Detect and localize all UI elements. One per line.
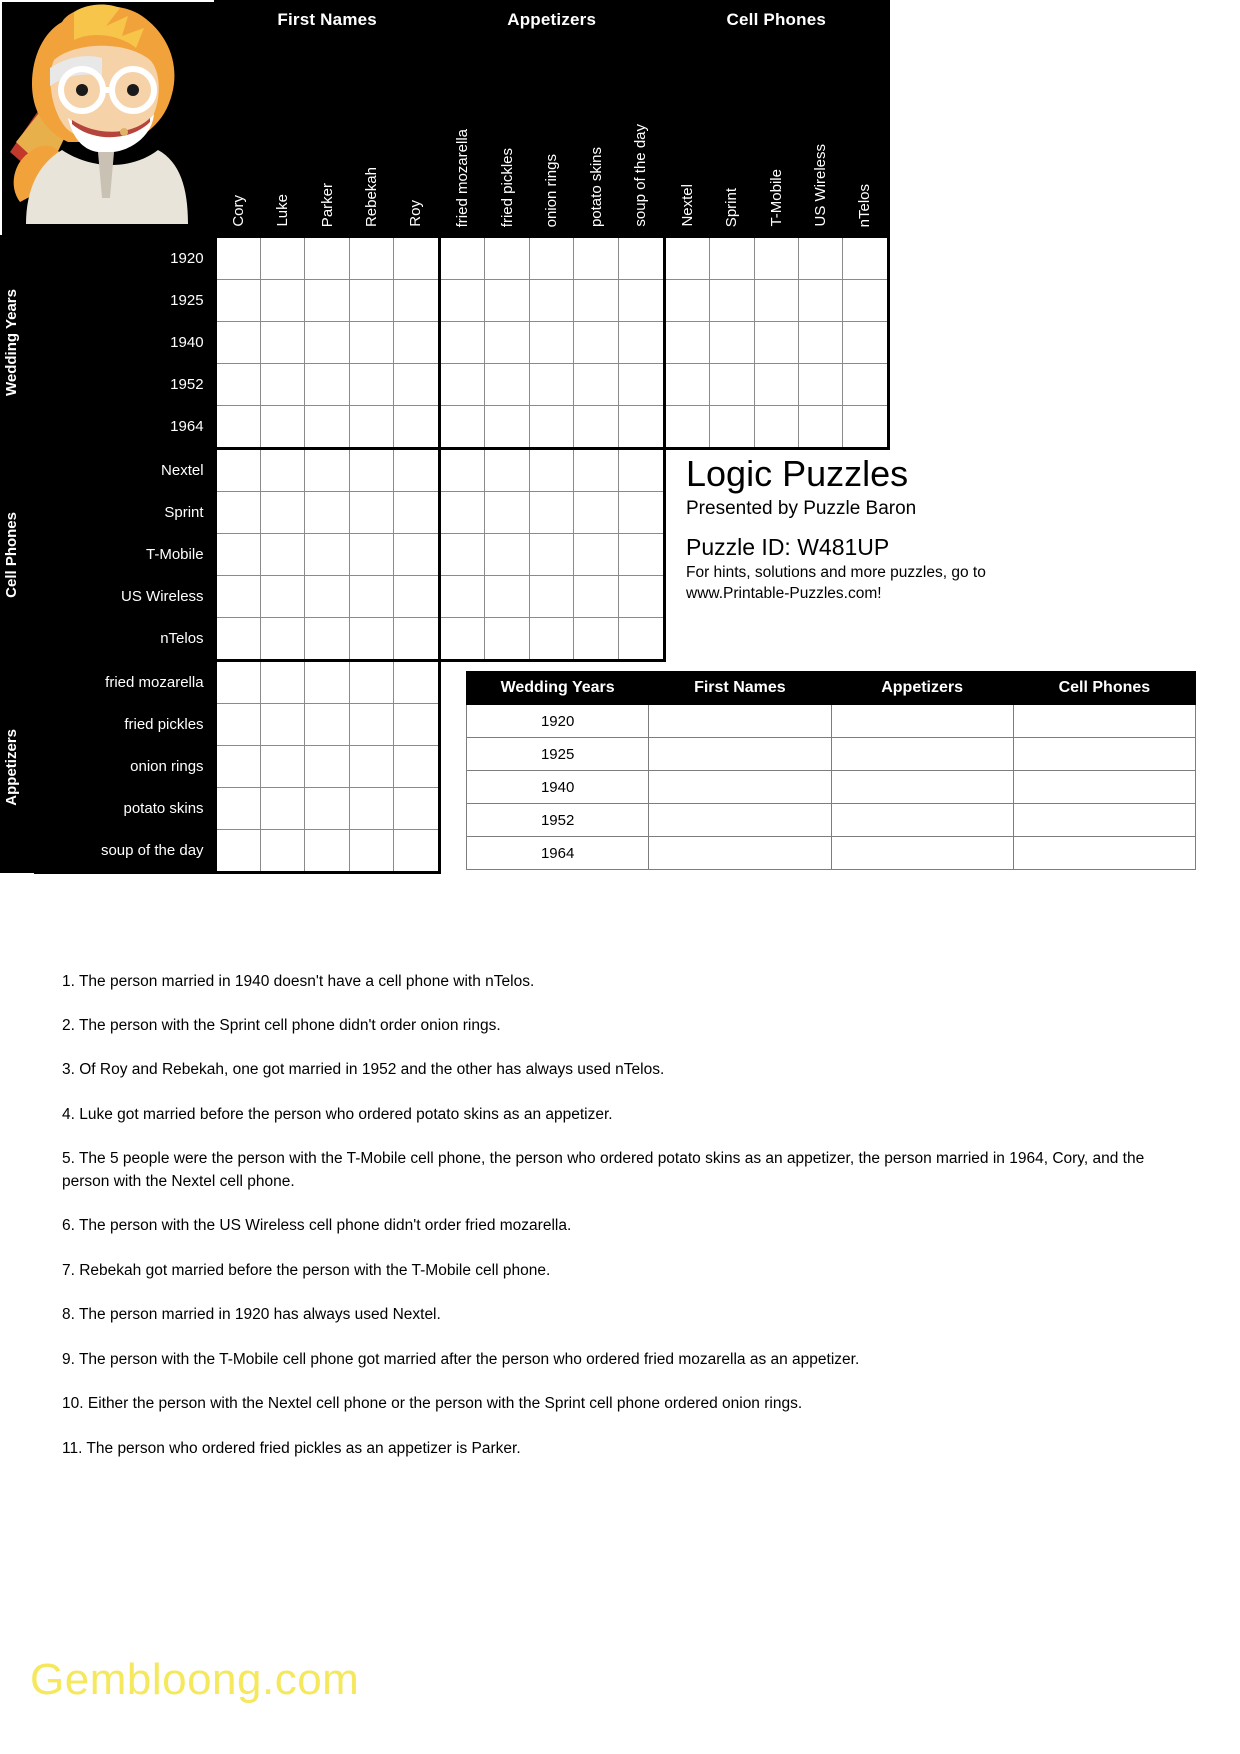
top-label-text: soup of the day xyxy=(632,124,650,227)
grid-cell[interactable] xyxy=(619,576,665,618)
grid-cell[interactable] xyxy=(349,449,393,492)
grid-cell[interactable] xyxy=(439,406,485,449)
grid-cell[interactable] xyxy=(664,237,709,280)
row-label-1920: 1920 xyxy=(34,237,215,280)
grid-cell[interactable] xyxy=(574,406,619,449)
row-label-soup-of-the-day: soup of the day xyxy=(34,830,215,873)
grid-cell[interactable] xyxy=(305,704,349,746)
top-label-text: potato skins xyxy=(587,146,605,227)
grid-cell[interactable] xyxy=(439,449,485,492)
grid-cell[interactable] xyxy=(305,618,349,661)
grid-cell[interactable] xyxy=(215,661,260,704)
answer-name-input[interactable] xyxy=(649,804,831,837)
grid-cell[interactable] xyxy=(619,322,665,364)
grid-cell[interactable] xyxy=(394,449,439,492)
grid-cell[interactable] xyxy=(574,237,619,280)
top-label-text: Cory xyxy=(230,195,248,227)
table-row xyxy=(467,705,1196,738)
grid-cell[interactable] xyxy=(349,534,393,576)
clue-item: 7. Rebekah got married before the person with the T-Mobile cell phone. xyxy=(62,1261,551,1279)
answer-appetizer-input[interactable] xyxy=(831,804,1013,837)
grid-cell[interactable] xyxy=(394,534,439,576)
grid-cell[interactable] xyxy=(305,280,349,322)
grid-cell[interactable] xyxy=(574,322,619,364)
grid-cell[interactable] xyxy=(349,746,393,788)
grid-cell[interactable] xyxy=(664,406,709,449)
grid-cell[interactable] xyxy=(439,280,485,322)
answer-appetizer-input[interactable] xyxy=(831,771,1013,804)
answer-header-cell-phones: Cell Phones xyxy=(1013,672,1195,705)
top-label-text: Luke xyxy=(274,194,292,227)
grid-cell[interactable] xyxy=(215,704,260,746)
grid-cell[interactable] xyxy=(394,661,439,704)
grid-cell[interactable] xyxy=(574,576,619,618)
grid-cell[interactable] xyxy=(349,788,393,830)
grid-cell[interactable] xyxy=(349,704,393,746)
grid-cell[interactable] xyxy=(261,704,305,746)
grid-cell[interactable] xyxy=(349,661,393,704)
row-label-fried-mozarella: fried mozarella xyxy=(34,661,215,704)
clue-item: 5. The 5 people were the person with the T-Mobile cell phone, the person who ordered potato skins as an appetizer, the person married in 1964, Cory, and the person with the Nextel cell phone. xyxy=(62,1150,1145,1190)
answer-year: 1925 xyxy=(467,738,649,771)
top-label-text: US Wireless xyxy=(812,144,830,227)
grid-category-title-row xyxy=(2,2,889,38)
grid-cell[interactable] xyxy=(710,364,754,406)
grid-cell[interactable] xyxy=(619,237,665,280)
page-subtitle: Presented by Puzzle Baron xyxy=(686,497,917,519)
top-label-fried-pickles xyxy=(485,37,530,237)
grid-cell[interactable] xyxy=(305,534,349,576)
grid-cell[interactable] xyxy=(619,492,665,534)
answer-appetizer-input[interactable] xyxy=(831,837,1013,870)
left-category-label: Cell Phones xyxy=(3,511,20,598)
grid-cell[interactable] xyxy=(215,788,260,830)
grid-cell[interactable] xyxy=(394,237,439,280)
grid-cell[interactable] xyxy=(215,449,260,492)
clue-list xyxy=(62,955,1172,1482)
answer-table xyxy=(466,671,1196,870)
answer-phone-input[interactable] xyxy=(1013,738,1195,771)
grid-cell[interactable] xyxy=(843,322,889,364)
row-label-onion-rings: onion rings xyxy=(34,746,215,788)
grid-cell[interactable] xyxy=(754,237,798,280)
grid-cell[interactable] xyxy=(485,618,530,661)
puzzle-note-line2: www.Printable-Puzzles.com! xyxy=(686,584,882,602)
grid-cell[interactable] xyxy=(798,322,842,364)
grid-cell[interactable] xyxy=(843,280,889,322)
row-label-1964: 1964 xyxy=(34,406,215,449)
grid-cell[interactable] xyxy=(843,364,889,406)
mascot-art xyxy=(2,2,214,236)
answer-table-container xyxy=(466,671,1196,870)
clue-item: 10. Either the person with the Nextel cell phone or the person with the Sprint cell phone ordered onion rings. xyxy=(62,1395,803,1413)
grid-cell[interactable] xyxy=(798,280,842,322)
grid-cell[interactable] xyxy=(529,237,574,280)
grid-cell[interactable] xyxy=(439,576,485,618)
table-row xyxy=(467,738,1196,771)
top-label-potato-skins xyxy=(574,37,619,237)
row-label-1940: 1940 xyxy=(34,322,215,364)
table-row xyxy=(467,804,1196,837)
answer-header-first-names: First Names xyxy=(649,672,831,705)
top-label-text: onion rings xyxy=(543,153,561,227)
grid-cell[interactable] xyxy=(261,830,305,873)
page-title: Logic Puzzles xyxy=(686,453,909,494)
top-label-nextel xyxy=(664,37,709,237)
grid-cell[interactable] xyxy=(529,576,574,618)
grid-cell[interactable] xyxy=(710,406,754,449)
grid-row-1964 xyxy=(2,406,889,449)
grid-cell[interactable] xyxy=(215,830,260,873)
left-category-appetizers xyxy=(2,661,34,873)
grid-cell[interactable] xyxy=(664,280,709,322)
top-label-t-mobile xyxy=(754,37,798,237)
answer-appetizer-input[interactable] xyxy=(831,705,1013,738)
clue-item: 2. The person with the Sprint cell phone didn't order onion rings. xyxy=(62,1016,501,1034)
grid-cell[interactable] xyxy=(261,322,305,364)
grid-cell[interactable] xyxy=(305,746,349,788)
clue-item: 6. The person with the US Wireless cell phone didn't order fried mozarella. xyxy=(62,1217,572,1235)
grid-cell[interactable] xyxy=(710,322,754,364)
top-label-fried-mozarella xyxy=(439,37,485,237)
grid-cell[interactable] xyxy=(798,406,842,449)
grid-cell[interactable] xyxy=(529,449,574,492)
grid-cell[interactable] xyxy=(215,322,260,364)
grid-cell[interactable] xyxy=(215,576,260,618)
grid-cell[interactable] xyxy=(349,364,393,406)
answer-year: 1964 xyxy=(467,837,649,870)
answer-name-input[interactable] xyxy=(649,771,831,804)
grid-cell[interactable] xyxy=(394,830,439,873)
watermark: Gembloong.com xyxy=(30,1655,360,1704)
grid-cell[interactable] xyxy=(485,406,530,449)
grid-cell[interactable] xyxy=(574,364,619,406)
mascot-image xyxy=(2,2,216,237)
clue-item: 11. The person who ordered fried pickles as an appetizer is Parker. xyxy=(62,1439,521,1457)
clue-item: 9. The person with the T-Mobile cell phone got married after the person who ordered fried mozarella as an appetizer. xyxy=(62,1350,860,1368)
grid-cell[interactable] xyxy=(394,492,439,534)
grid-cell[interactable] xyxy=(619,618,665,661)
grid-cell[interactable] xyxy=(215,280,260,322)
clue-item: 8. The person married in 1920 has always used Nextel. xyxy=(62,1306,441,1324)
grid-cell[interactable] xyxy=(349,830,393,873)
grid-cell[interactable] xyxy=(439,322,485,364)
grid-cell[interactable] xyxy=(710,237,754,280)
grid-empty-area xyxy=(664,618,888,661)
grid-cell[interactable] xyxy=(261,618,305,661)
grid-cell[interactable] xyxy=(619,406,665,449)
top-label-text: Rebekah xyxy=(363,166,381,227)
answer-name-input[interactable] xyxy=(649,837,831,870)
grid-cell[interactable] xyxy=(439,364,485,406)
grid-cell[interactable] xyxy=(305,449,349,492)
grid-cell[interactable] xyxy=(619,534,665,576)
grid-cell[interactable] xyxy=(664,364,709,406)
grid-cell[interactable] xyxy=(754,406,798,449)
grid-row-1952 xyxy=(2,364,889,406)
grid-cell[interactable] xyxy=(394,406,439,449)
grid-cell[interactable] xyxy=(349,322,393,364)
grid-row-1925 xyxy=(2,280,889,322)
clue-item: 1. The person married in 1940 doesn't have a cell phone with nTelos. xyxy=(62,972,535,990)
top-label-ntelos xyxy=(843,37,889,237)
grid-cell[interactable] xyxy=(349,618,393,661)
top-label-text: T-Mobile xyxy=(767,169,785,227)
grid-cell[interactable] xyxy=(305,322,349,364)
grid-cell[interactable] xyxy=(349,280,393,322)
grid-cell[interactable] xyxy=(574,492,619,534)
grid-cell[interactable] xyxy=(529,406,574,449)
grid-cell[interactable] xyxy=(261,788,305,830)
answer-header-wedding-years: Wedding Years xyxy=(467,672,649,705)
row-label-1952: 1952 xyxy=(34,364,215,406)
grid-cell[interactable] xyxy=(754,364,798,406)
grid-cell[interactable] xyxy=(529,618,574,661)
grid-row-ntelos xyxy=(2,618,889,661)
top-label-rebekah xyxy=(349,37,393,237)
puzzle-note xyxy=(686,563,1206,605)
grid-cell[interactable] xyxy=(485,322,530,364)
puzzle-note-line1: For hints, solutions and more puzzles, go to xyxy=(686,563,986,581)
top-label-luke xyxy=(261,37,305,237)
grid-cell[interactable] xyxy=(215,746,260,788)
grid-cell[interactable] xyxy=(619,364,665,406)
top-label-text: Roy xyxy=(407,200,425,227)
grid-cell[interactable] xyxy=(349,237,393,280)
grid-cell[interactable] xyxy=(574,618,619,661)
grid-cell[interactable] xyxy=(305,576,349,618)
answer-name-input[interactable] xyxy=(649,738,831,771)
grid-cell[interactable] xyxy=(261,237,305,280)
grid-cell[interactable] xyxy=(261,449,305,492)
top-label-text: Sprint xyxy=(723,187,741,227)
grid-cell[interactable] xyxy=(485,280,530,322)
grid-cell[interactable] xyxy=(485,534,530,576)
grid-cell[interactable] xyxy=(349,576,393,618)
top-label-text: fried pickles xyxy=(498,147,516,227)
left-category-cell-phones xyxy=(2,449,34,661)
grid-cell[interactable] xyxy=(439,618,485,661)
answer-phone-input[interactable] xyxy=(1013,804,1195,837)
grid-cell[interactable] xyxy=(305,830,349,873)
top-label-roy xyxy=(394,37,439,237)
table-row xyxy=(467,771,1196,804)
grid-cell[interactable] xyxy=(439,534,485,576)
left-category-label: Appetizers xyxy=(3,728,20,806)
top-label-parker xyxy=(305,37,349,237)
answer-phone-input[interactable] xyxy=(1013,771,1195,804)
left-category-label: Wedding Years xyxy=(3,289,20,396)
top-label-soup-of-the-day xyxy=(619,37,665,237)
row-label-us-wireless: US Wireless xyxy=(34,576,215,618)
grid-cell[interactable] xyxy=(394,618,439,661)
grid-cell[interactable] xyxy=(215,406,260,449)
grid-cell[interactable] xyxy=(574,280,619,322)
grid-cell[interactable] xyxy=(305,406,349,449)
puzzle-id: Puzzle ID: W481UP xyxy=(686,533,890,560)
grid-cell[interactable] xyxy=(754,280,798,322)
grid-cell[interactable] xyxy=(261,661,305,704)
grid-cell[interactable] xyxy=(305,237,349,280)
grid-cell[interactable] xyxy=(394,576,439,618)
grid-row-1920 xyxy=(2,237,889,280)
grid-cell[interactable] xyxy=(529,280,574,322)
left-category-wedding-years xyxy=(2,237,34,449)
grid-cell[interactable] xyxy=(305,788,349,830)
grid-cell[interactable] xyxy=(215,618,260,661)
answer-name-input[interactable] xyxy=(649,705,831,738)
row-label-t-mobile: T-Mobile xyxy=(34,534,215,576)
grid-cell[interactable] xyxy=(305,364,349,406)
puzzle-title-block xyxy=(686,455,1206,605)
grid-cell[interactable] xyxy=(261,534,305,576)
grid-cell[interactable] xyxy=(305,661,349,704)
row-label-nextel: Nextel xyxy=(34,449,215,492)
top-label-text: Nextel xyxy=(679,184,697,227)
answer-appetizer-input[interactable] xyxy=(831,738,1013,771)
row-label-sprint: Sprint xyxy=(34,492,215,534)
grid-cell[interactable] xyxy=(439,237,485,280)
row-label-1925: 1925 xyxy=(34,280,215,322)
top-label-text: fried mozarella xyxy=(454,128,472,227)
answer-year: 1952 xyxy=(467,804,649,837)
grid-cell[interactable] xyxy=(574,449,619,492)
row-label-potato-skins: potato skins xyxy=(34,788,215,830)
grid-cell[interactable] xyxy=(754,322,798,364)
grid-cell[interactable] xyxy=(215,492,260,534)
clue-item: 3. Of Roy and Rebekah, one got married in 1952 and the other has always used nTelos. xyxy=(62,1061,665,1079)
grid-cell[interactable] xyxy=(485,449,530,492)
grid-cell[interactable] xyxy=(215,237,260,280)
grid-cell[interactable] xyxy=(261,364,305,406)
table-row xyxy=(467,837,1196,870)
grid-cell[interactable] xyxy=(710,280,754,322)
grid-cell[interactable] xyxy=(349,492,393,534)
row-label-fried-pickles: fried pickles xyxy=(34,704,215,746)
top-label-sprint xyxy=(710,37,754,237)
grid-cell[interactable] xyxy=(798,364,842,406)
grid-cell[interactable] xyxy=(261,492,305,534)
grid-cell[interactable] xyxy=(394,364,439,406)
grid-cell[interactable] xyxy=(619,449,665,492)
grid-cell[interactable] xyxy=(529,364,574,406)
puzzle-baron-mascot-icon xyxy=(2,2,192,224)
grid-cell[interactable] xyxy=(394,704,439,746)
grid-cell[interactable] xyxy=(529,322,574,364)
grid-cell[interactable] xyxy=(394,280,439,322)
top-label-us-wireless xyxy=(798,37,842,237)
grid-cell[interactable] xyxy=(843,406,889,449)
grid-cell[interactable] xyxy=(215,364,260,406)
grid-cell[interactable] xyxy=(485,237,530,280)
grid-cell[interactable] xyxy=(485,364,530,406)
row-label-ntelos: nTelos xyxy=(34,618,215,661)
grid-cell[interactable] xyxy=(529,534,574,576)
grid-cell[interactable] xyxy=(664,322,709,364)
answer-year: 1940 xyxy=(467,771,649,804)
grid-cell[interactable] xyxy=(215,534,260,576)
grid-cell[interactable] xyxy=(261,576,305,618)
grid-cell[interactable] xyxy=(529,492,574,534)
top-label-text: Parker xyxy=(318,182,336,227)
top-category-appetizers: Appetizers xyxy=(439,2,664,38)
answer-year: 1920 xyxy=(467,705,649,738)
grid-cell[interactable] xyxy=(261,280,305,322)
grid-cell[interactable] xyxy=(394,788,439,830)
grid-cell[interactable] xyxy=(439,492,485,534)
grid-cell[interactable] xyxy=(843,237,889,280)
grid-cell[interactable] xyxy=(574,534,619,576)
grid-cell[interactable] xyxy=(349,406,393,449)
top-label-onion-rings xyxy=(529,37,574,237)
grid-cell[interactable] xyxy=(305,492,349,534)
grid-cell[interactable] xyxy=(485,492,530,534)
grid-cell[interactable] xyxy=(261,406,305,449)
clue-item: 4. Luke got married before the person who ordered potato skins as an appetizer. xyxy=(62,1105,613,1123)
answer-phone-input[interactable] xyxy=(1013,837,1195,870)
grid-cell[interactable] xyxy=(394,746,439,788)
top-label-text: nTelos xyxy=(856,183,874,227)
grid-cell[interactable] xyxy=(261,746,305,788)
grid-cell[interactable] xyxy=(394,322,439,364)
grid-cell[interactable] xyxy=(485,576,530,618)
answer-phone-input[interactable] xyxy=(1013,705,1195,738)
top-label-cory xyxy=(215,37,260,237)
top-category-first-names: First Names xyxy=(215,2,439,38)
answer-table-header-row xyxy=(467,672,1196,705)
top-category-cell-phones: Cell Phones xyxy=(664,2,888,38)
grid-cell[interactable] xyxy=(619,280,665,322)
grid-row-1940 xyxy=(2,322,889,364)
answer-header-appetizers: Appetizers xyxy=(831,672,1013,705)
grid-cell[interactable] xyxy=(798,237,842,280)
